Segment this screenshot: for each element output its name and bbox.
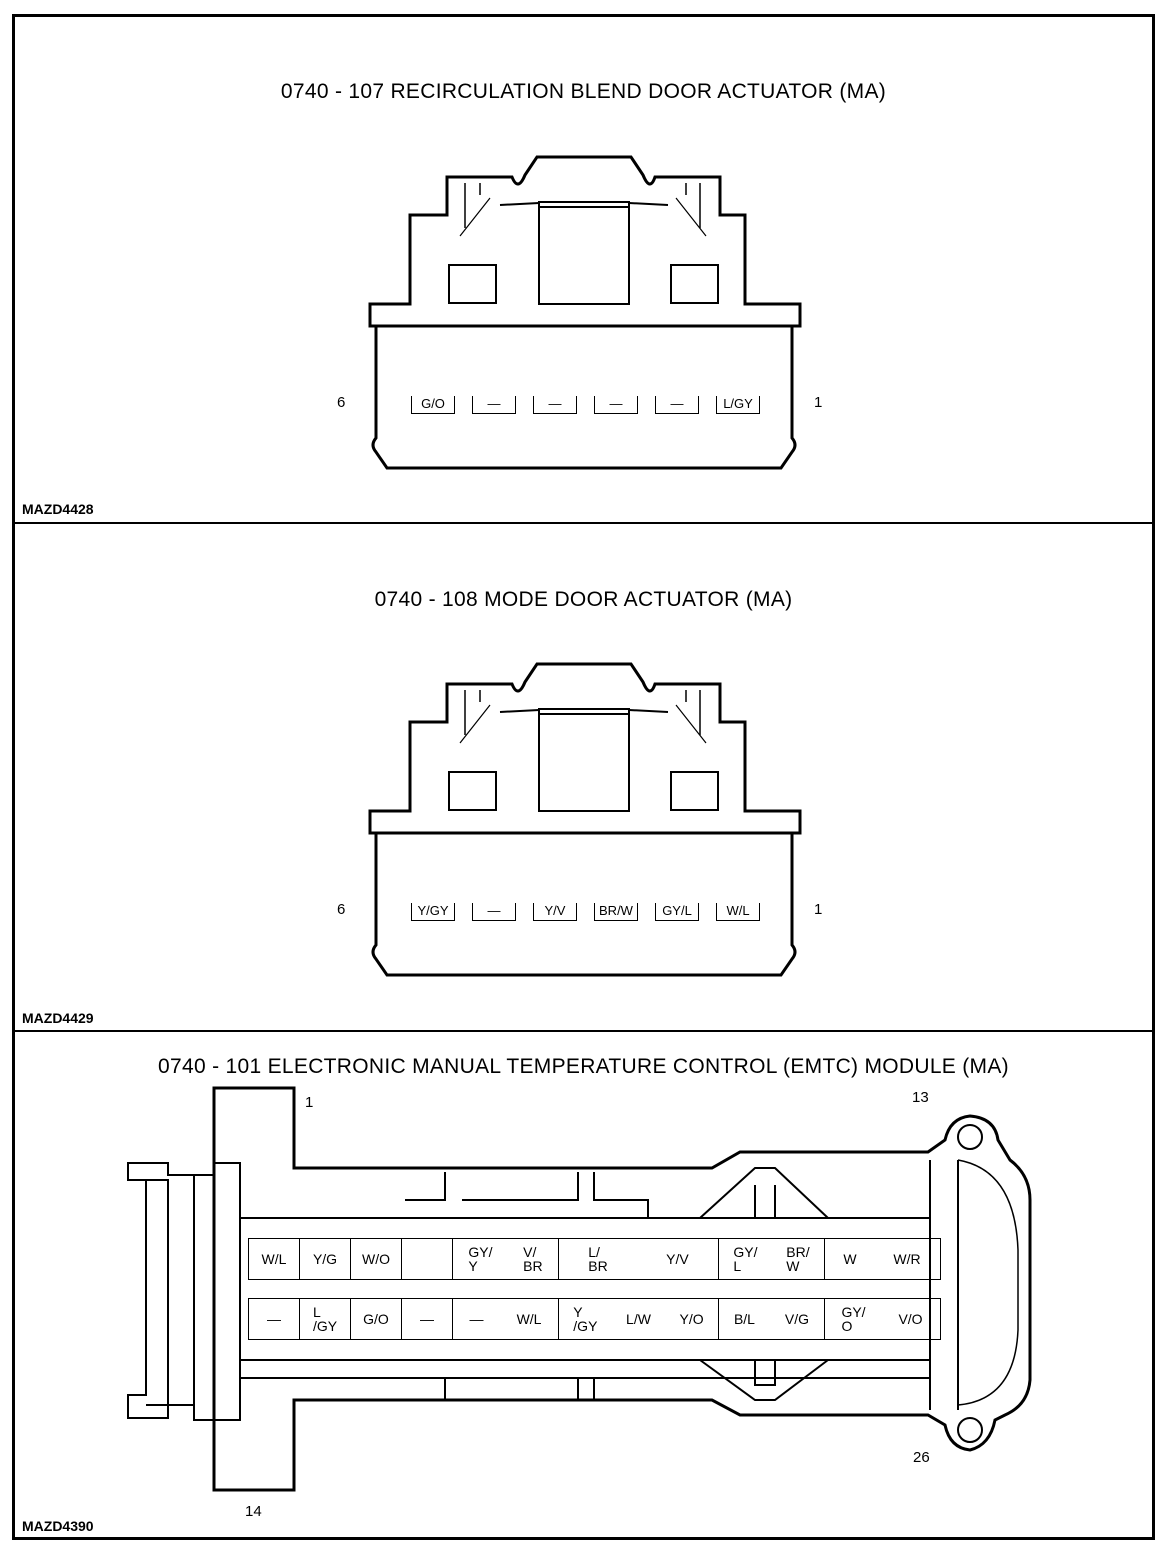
panel-3-title: 0740 - 101 ELECTRONIC MANUAL TEMPERATURE CONTROL (EMTC) MODULE (MA) — [158, 1055, 1009, 1078]
cavity-cell — [559, 1239, 719, 1279]
wire-color: B/L — [733, 1311, 755, 1327]
cavity-cell — [249, 1239, 300, 1279]
wire-color: — — [420, 1311, 434, 1327]
cavity-cell — [825, 1299, 939, 1339]
cavity-cell — [351, 1299, 402, 1339]
cavity-cell — [559, 1299, 719, 1339]
wire-color: GY/ L — [733, 1244, 758, 1274]
pin-1-label: 1 — [814, 394, 823, 411]
cavity-cell — [825, 1239, 939, 1279]
cavity-cell — [300, 1299, 351, 1339]
wire-color: W/L — [261, 1251, 287, 1267]
cavity-5: — — [472, 396, 516, 414]
cavity-1: W/L — [716, 903, 760, 921]
cavity-5: — — [472, 903, 516, 921]
wire-color: W/R — [893, 1251, 921, 1267]
wire-color: L/ BR — [588, 1244, 608, 1274]
pin-14-label: 14 — [245, 1503, 262, 1520]
pin-26-label: 26 — [913, 1449, 930, 1466]
pin-1-label: 1 — [814, 901, 823, 918]
wire-color: BR/ W — [786, 1244, 810, 1274]
figure-id: MAZD4390 — [22, 1518, 94, 1534]
figure-id: MAZD4429 — [22, 1010, 94, 1026]
cavity-cell — [719, 1239, 825, 1279]
cavity-cell — [719, 1299, 825, 1339]
cavity-cell — [402, 1299, 453, 1339]
cavity-2: — — [655, 396, 699, 414]
panel-2-title: 0740 - 108 MODE DOOR ACTUATOR (MA) — [374, 588, 793, 611]
cavity-cell — [300, 1239, 351, 1279]
cavity-2: GY/L — [655, 903, 699, 921]
cavity-6: G/O — [411, 396, 455, 414]
cavity-1: L/GY — [716, 396, 760, 414]
cavity-4: Y/V — [533, 903, 577, 921]
wire-color: V/O — [898, 1311, 923, 1327]
wire-color: W/L — [516, 1311, 542, 1327]
wire-color: Y /GY — [573, 1304, 598, 1334]
panel-1-title: 0740 - 107 RECIRCULATION BLEND DOOR ACTUATOR (MA) — [280, 80, 887, 103]
wire-color: W — [843, 1251, 857, 1267]
cavity-6: Y/GY — [411, 903, 455, 921]
cavity-3: — — [594, 396, 638, 414]
figure-id: MAZD4428 — [22, 501, 94, 517]
cavity-3: BR/W — [594, 903, 638, 921]
cavity-cell — [249, 1299, 300, 1339]
cavity-4: — — [533, 396, 577, 414]
wire-color: W/O — [362, 1251, 390, 1267]
wire-color: V/ BR — [523, 1244, 543, 1274]
wire-color: GY/ O — [841, 1304, 866, 1334]
wire-color: L /GY — [312, 1304, 338, 1334]
cavity-cell — [453, 1239, 559, 1279]
wire-color: Y/G — [312, 1251, 338, 1267]
pin-6-label: 6 — [337, 901, 346, 918]
wire-color: Y/O — [679, 1311, 704, 1327]
pin-1-label: 1 — [305, 1094, 314, 1111]
cavity-cell — [351, 1239, 402, 1279]
wire-color: V/G — [784, 1311, 810, 1327]
wire-color: — — [267, 1311, 281, 1327]
cavity-row-bottom — [248, 1298, 941, 1340]
pin-13-label: 13 — [912, 1089, 929, 1106]
wire-color: — — [469, 1311, 484, 1327]
pin-6-label: 6 — [337, 394, 346, 411]
wire-color: G/O — [363, 1311, 389, 1327]
wire-color: GY/ Y — [468, 1244, 493, 1274]
cavity-row-top — [248, 1238, 941, 1280]
wire-color: Y/V — [666, 1251, 689, 1267]
cavity-cell — [402, 1239, 453, 1279]
cavity-cell — [453, 1299, 559, 1339]
wire-color: L/W — [626, 1311, 651, 1327]
